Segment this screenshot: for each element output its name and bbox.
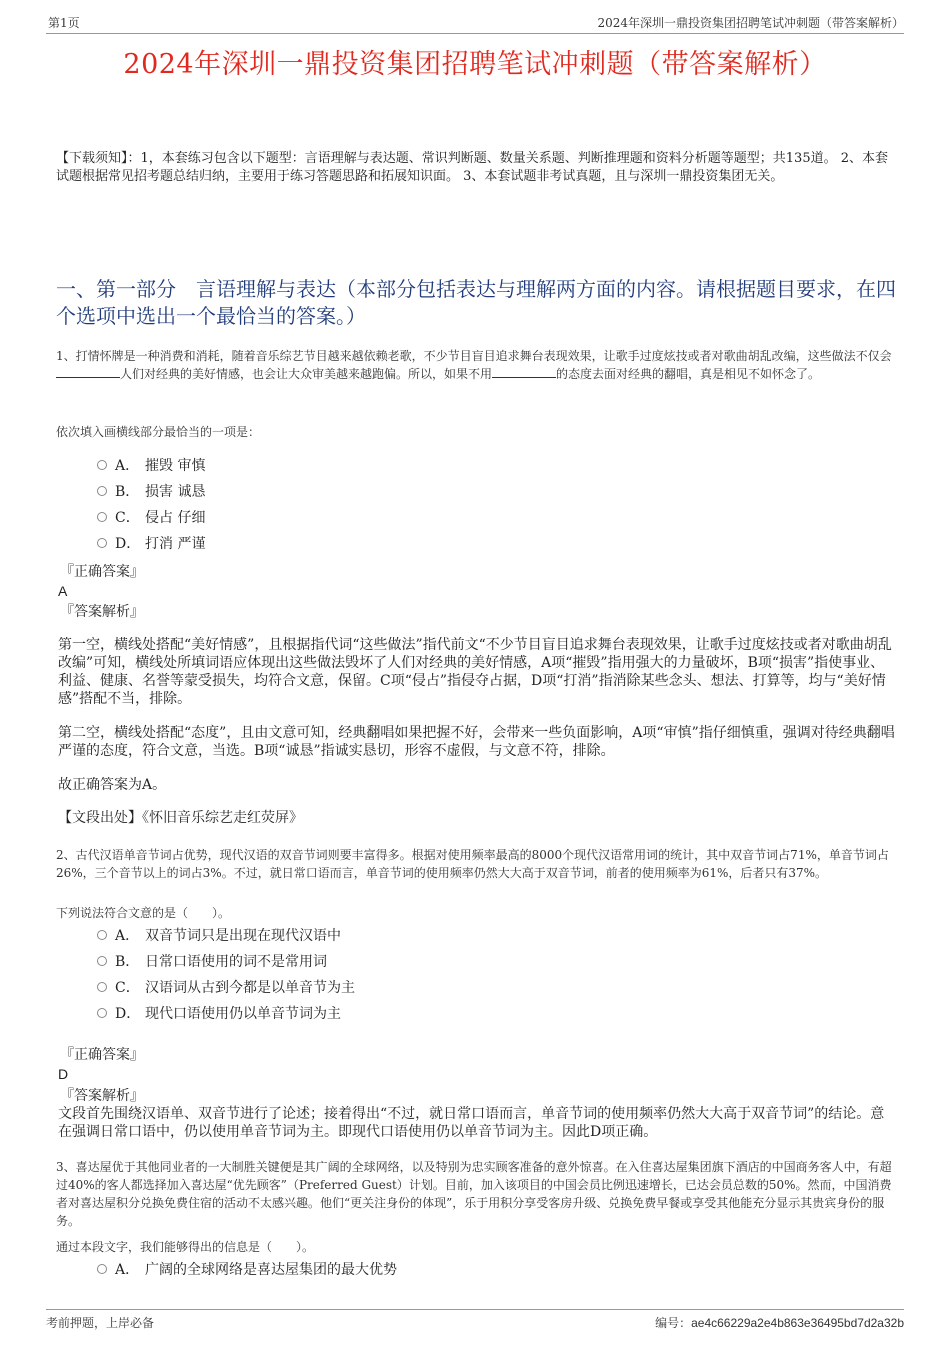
q1-option-a[interactable]: A． 摧毁 审慎 — [97, 456, 205, 476]
q2-option-b[interactable]: B． 日常口语使用的词不是常用词 — [97, 952, 327, 972]
footer-code: 编号：ae4c66229a2e4b863e36495bd7d2a32b — [655, 1316, 904, 1330]
q3-option-a[interactable]: A． 广阔的全球网络是喜达屋集团的最大优势 — [97, 1260, 397, 1280]
q1-option-c[interactable]: C． 侵占 仔细 — [97, 508, 205, 528]
section-title: 一、第一部分 言语理解与表达（本部分包括表达与理解两方面的内容。请根据题目要求，在四个选项中选出一个最恰当的答案。） — [56, 277, 896, 328]
radio-icon[interactable] — [97, 956, 107, 966]
question-3-prompt: 通过本段文字，我们能够得出的信息是（ ）。 — [56, 1240, 315, 1254]
page-number: 第1页 — [48, 16, 80, 30]
question-2-prompt: 下列说法符合文意的是（ ）。 — [56, 906, 231, 920]
q1-analysis-1: 第一空，横线处搭配“美好情感”，且根据指代词“这些做法”指代前文“不少节目盲目追求舞台表现效果，让歌手过度炫技或者对歌曲胡乱改编”可知，横线处所填词语应体现出这些做法毁坏了人们对经典的美好情感，A项“摧毁”指用强大的力量破坏，B项“损害”指使事业、利益、健康、名誉等蒙受损失，均符合文意，保留。C项“侵占”指侵夺占据，D项“打消”指消除某些念头、想法、打算等，均与“美好情感”搭配不当，排除。 — [58, 637, 892, 707]
radio-icon[interactable] — [97, 460, 107, 470]
q1-analysis-3: 故正确答案为A。 — [58, 777, 167, 793]
q1-source: 【文段出处】《怀旧音乐综艺走红荧屏》 — [58, 810, 303, 826]
q2-analysis: 文段首先围绕汉语单、双音节进行了论述；接着得出“不过，就日常口语而言，单音节词的使用频率仍然大大高于双音节词”的结论。意在强调日常口语中，仍以使用单音节词为主。即现代口语使用仍以单音节词为主。因此D项正确。 — [58, 1106, 885, 1140]
page-header — [46, 14, 904, 32]
radio-icon[interactable] — [97, 982, 107, 992]
q1-analysis-2: 第二空，横线处搭配“态度”，且由文意可知，经典翻唱如果把握不好，会带来一些负面影响，A项“审慎”指仔细慎重，强调对待经典翻唱严谨的态度，符合文意，当选。B项“诚恳”指诚实恳切，形容不虚假，与文意不符，排除。 — [58, 725, 895, 759]
q2-option-c[interactable]: C． 汉语词从古到今都是以单音节为主 — [97, 978, 355, 998]
radio-icon[interactable] — [97, 930, 107, 940]
q1-answer-label: 『正确答案』 — [60, 564, 144, 580]
q1-option-b[interactable]: B． 损害 诚恳 — [97, 482, 205, 502]
radio-icon[interactable] — [97, 512, 107, 522]
radio-icon[interactable] — [97, 486, 107, 496]
footer-slogan: 考前押题，上岸必备 — [46, 1316, 155, 1330]
question-3-stem: 3、喜达屋优于其他同业者的一大制胜关键便是其广阔的全球网络，以及特别为忠实顾客准备的意外惊喜。在入住喜达屋集团旗下酒店的中国商务客人中，有超过40%的客人都选择加入喜达屋“优先顾客”（Preferred Guest）计划。目前，加入该项目的中国会员比例迅速增长，已达会员总数的50%。然而，中国消费者对喜达屋积分兑换免费住宿的活动不太感兴趣。他们“更关注身份的体现”，乐于用积分享受客房升级、兑换免费早餐或享受其他能充分显示其贵宾身份的服务。 — [56, 1160, 892, 1228]
radio-icon[interactable] — [97, 1264, 107, 1274]
q2-answer-label: 『正确答案』 — [60, 1047, 144, 1063]
radio-icon[interactable] — [97, 538, 107, 548]
q2-option-a[interactable]: A． 双音节词只是出现在现代汉语中 — [97, 926, 341, 946]
download-notice: 【下载须知】：1，本套练习包含以下题型：言语理解与表达题、常识判断题、数量关系题、判断推理题和资料分析题等题型；共135道。 2、本套试题根据常见招考题总结归纳，主要用于练习答题思路和拓展知识面。 3、本套试题非考试真题，且与深圳一鼎投资集团无关。 — [56, 151, 888, 184]
question-1-stem: 1、打情怀牌是一种消费和消耗，随着音乐综艺节目越来越依赖老歌，不少节目盲目追求舞台表现效果，让歌手过度炫技或者对歌曲胡乱改编，这些做法不仅会人们对经典的美好情感，也会让大众审美越来越跑偏。所以，如果不用 的态度去面对经典的翻唱，真是相见不如怀念了。 — [56, 349, 892, 381]
q1-analysis-label: 『答案解析』 — [60, 604, 144, 620]
q1-option-d[interactable]: D． 打消 严谨 — [97, 534, 205, 554]
q2-answer: D — [58, 1066, 69, 1082]
header-divider — [46, 33, 904, 34]
page-title: 2024年深圳一鼎投资集团招聘笔试冲刺题（带答案解析） — [123, 49, 827, 80]
fill-blank-1 — [56, 365, 120, 378]
fill-blank-2 — [492, 365, 556, 378]
q2-option-d[interactable]: D． 现代口语使用仍以单音节词为主 — [97, 1004, 341, 1024]
radio-icon[interactable] — [97, 1008, 107, 1018]
header-doc-title: 2024年深圳一鼎投资集团招聘笔试冲刺题（带答案解析） — [597, 16, 904, 30]
q2-analysis-label: 『答案解析』 — [60, 1088, 144, 1104]
footer-divider — [46, 1309, 904, 1310]
q1-answer: A — [58, 583, 68, 599]
question-2-stem: 2、古代汉语单音节词占优势，现代汉语的双音节词则要丰富得多。根据对使用频率最高的8000个现代汉语常用词的统计，其中双音节词占71%，单音节词占26%，三个音节以上的词占3%。不过，就日常口语而言，单音节词的使用频率仍然大大高于双音节词，前者的使用频率为61%，后者只有37%。 — [56, 848, 889, 880]
question-1-prompt: 依次填入画横线部分最恰当的一项是： — [56, 425, 261, 439]
